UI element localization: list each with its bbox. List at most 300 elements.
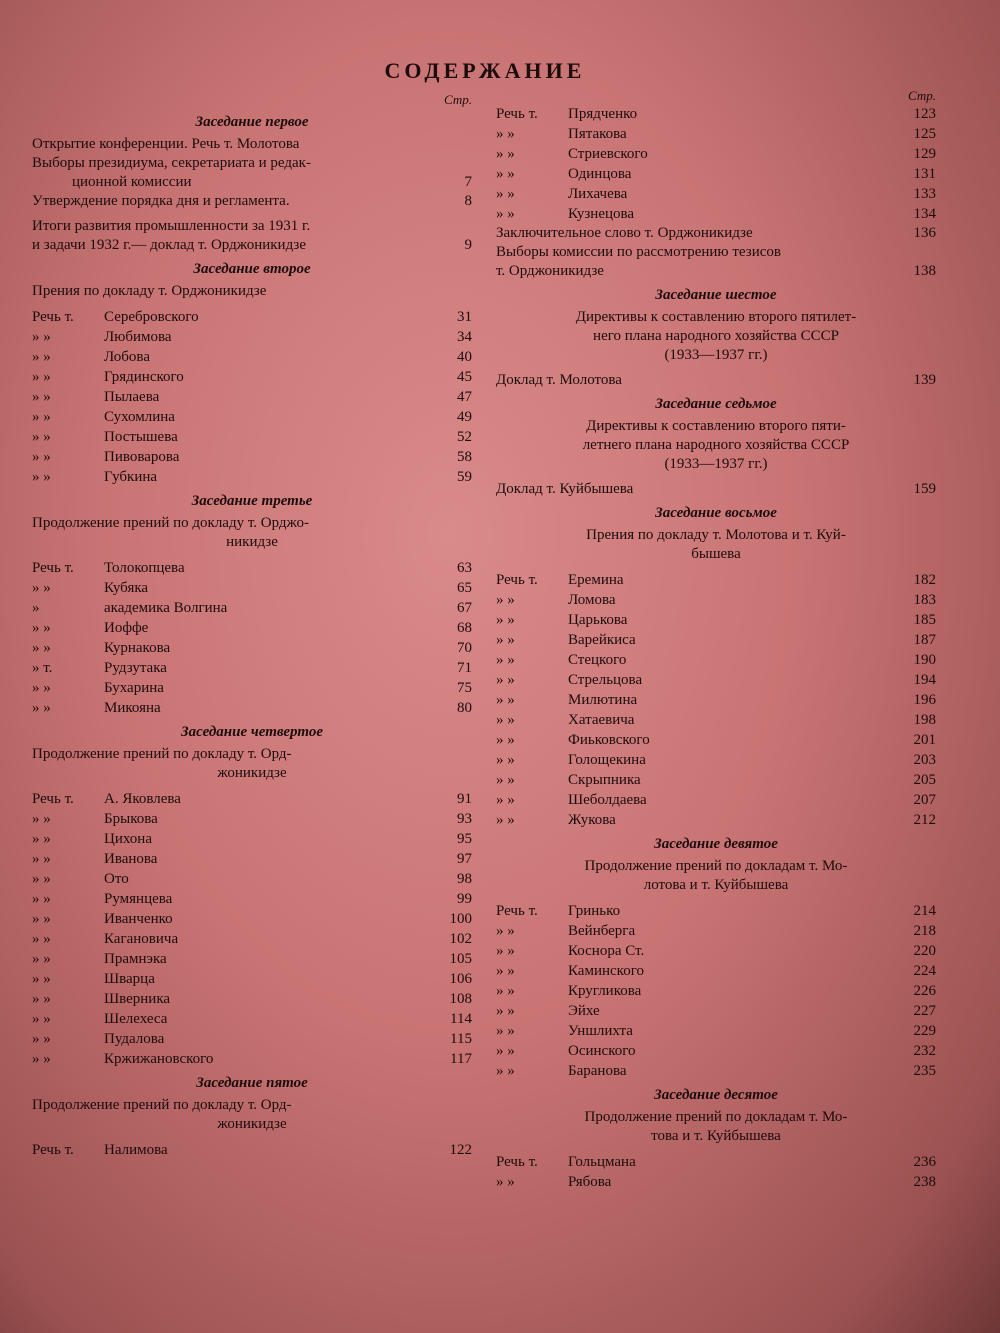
- speech-prefix: » »: [496, 186, 515, 202]
- speech-prefix: » »: [32, 449, 51, 465]
- speaker-name: Шварца: [104, 971, 155, 987]
- toc-speech-entry[interactable]: [32, 698, 472, 718]
- toc-speech-entry[interactable]: [496, 570, 936, 590]
- toc-speech-entry[interactable]: [496, 1021, 936, 1041]
- speaker-name: Пылаева: [104, 389, 160, 405]
- toc-speech-entry[interactable]: [32, 347, 472, 367]
- toc-speech-entry[interactable]: [32, 327, 472, 347]
- page-number: 34: [457, 329, 472, 345]
- speech-prefix: » »: [496, 612, 515, 628]
- toc-speech-entry[interactable]: [32, 387, 472, 407]
- speech-prefix: » »: [32, 680, 51, 696]
- toc-entry[interactable]: [496, 371, 936, 390]
- section-intro: [496, 526, 936, 564]
- speech-prefix: » »: [32, 871, 51, 887]
- speaker-name: Кагановича: [104, 931, 179, 947]
- page-number: 7: [464, 174, 472, 190]
- speech-prefix: » »: [496, 732, 515, 748]
- speech-prefix: Речь т.: [32, 1142, 74, 1158]
- speaker-name: Ото: [104, 871, 129, 887]
- speech-prefix: » »: [496, 146, 515, 162]
- speaker-name: Стриевского: [568, 146, 648, 162]
- speaker-name: Бухарина: [104, 680, 164, 696]
- toc-speech-entry[interactable]: [32, 1049, 472, 1069]
- speaker-name: Каминского: [568, 963, 644, 979]
- speaker-name: Микояна: [104, 700, 161, 716]
- page-number: 63: [457, 560, 472, 576]
- speech-prefix: Речь т.: [496, 1154, 538, 1170]
- page-number: 91: [457, 791, 472, 807]
- speaker-name: Пивоварова: [104, 449, 180, 465]
- speech-list: [496, 570, 936, 830]
- speaker-name: Милютина: [568, 692, 638, 708]
- speech-prefix: » »: [32, 349, 51, 365]
- page-number: 138: [913, 263, 936, 279]
- toc-speech-entry[interactable]: [496, 961, 936, 981]
- speech-prefix: Речь т.: [496, 572, 538, 588]
- page-number: 131: [913, 166, 936, 182]
- page-number: 49: [457, 409, 472, 425]
- intro-line: жоникидзе: [217, 765, 287, 781]
- entry-text: Выборы комиссии по рассмотрению тезисов: [496, 244, 781, 260]
- speech-prefix: » »: [32, 931, 51, 947]
- page-number: 194: [913, 672, 936, 688]
- section-heading: Заседание третье: [191, 493, 313, 509]
- toc-speech-entry[interactable]: [496, 204, 936, 224]
- entry-text: Утверждение порядка дня и регламента.: [32, 193, 290, 209]
- speech-prefix: » »: [32, 811, 51, 827]
- speech-list: [496, 901, 936, 1081]
- section-heading: Заседание шестое: [655, 287, 777, 303]
- speaker-name: Хатаевича: [568, 712, 635, 728]
- speaker-name: Губкина: [104, 469, 158, 485]
- page-number: 133: [913, 186, 936, 202]
- page-number: 47: [457, 389, 472, 405]
- toc-speech-entry[interactable]: [32, 307, 472, 327]
- toc-entry[interactable]: [32, 154, 472, 173]
- toc-speech-entry[interactable]: [496, 810, 936, 830]
- toc-speech-entry[interactable]: [32, 367, 472, 387]
- page-number: 105: [449, 951, 472, 967]
- speaker-name: Баранова: [568, 1063, 627, 1079]
- speaker-name: Прамнэка: [104, 951, 167, 967]
- toc-speech-entry[interactable]: [496, 670, 936, 690]
- toc-speech-entry[interactable]: [496, 690, 936, 710]
- speaker-name: Коснора Ст.: [568, 943, 645, 959]
- section-intro: [32, 1096, 472, 1134]
- speech-prefix: » »: [496, 1043, 515, 1059]
- speaker-name: Грядинского: [104, 369, 184, 385]
- toc-speech-entry[interactable]: [32, 658, 472, 678]
- toc-speech-entry[interactable]: [496, 770, 936, 790]
- speaker-name: Кругликова: [568, 983, 642, 999]
- page-number: 123: [913, 106, 936, 122]
- speaker-name: Одинцова: [568, 166, 632, 182]
- page-number: 136: [913, 225, 936, 241]
- page-number: 95: [457, 831, 472, 847]
- toc-entry[interactable]: [496, 480, 936, 499]
- toc-speech-entry[interactable]: [32, 638, 472, 658]
- page-number: 75: [457, 680, 472, 696]
- toc-speech-entry[interactable]: [32, 829, 472, 849]
- speech-prefix: » »: [32, 991, 51, 1007]
- toc-speech-entry[interactable]: [32, 809, 472, 829]
- page-number: 235: [913, 1063, 936, 1079]
- speech-prefix: » »: [32, 971, 51, 987]
- speech-prefix: » »: [496, 772, 515, 788]
- toc-speech-entry[interactable]: [32, 929, 472, 949]
- section-heading: Заседание десятое: [654, 1087, 778, 1103]
- speaker-name: Брыкова: [104, 811, 158, 827]
- speech-list: [32, 307, 472, 487]
- toc-speech-entry[interactable]: [32, 618, 472, 638]
- toc-speech-entry[interactable]: [496, 790, 936, 810]
- page-number: 227: [913, 1003, 936, 1019]
- toc-entry[interactable]: [496, 243, 936, 262]
- toc-speech-entry[interactable]: [32, 869, 472, 889]
- section-intro: [496, 308, 936, 365]
- speech-prefix: » »: [496, 672, 515, 688]
- toc-speech-entry[interactable]: [32, 578, 472, 598]
- section-intro: [496, 1108, 936, 1146]
- intro-line: Директивы к составлению второго пяти-: [586, 418, 846, 434]
- toc-entry[interactable]: [496, 262, 936, 281]
- speaker-name: Стрельцова: [568, 672, 643, 688]
- speech-prefix: » »: [496, 963, 515, 979]
- speech-list: [32, 789, 472, 1069]
- speech-prefix: Речь т.: [32, 560, 74, 576]
- intro-line: Продолжение прений по докладу т. Орд-: [32, 1097, 292, 1113]
- section-heading: Заседание седьмое: [655, 396, 777, 412]
- toc-speech-entry[interactable]: [32, 558, 472, 578]
- page-column-header: Стр.: [908, 88, 936, 103]
- page-number: 9: [464, 237, 472, 253]
- page-number: 203: [913, 752, 936, 768]
- toc-speech-entry[interactable]: [32, 467, 472, 487]
- section-intro: [496, 857, 936, 895]
- speaker-name: Скрыпника: [568, 772, 641, 788]
- toc-speech-entry[interactable]: [496, 921, 936, 941]
- page-number: 100: [449, 911, 472, 927]
- entry-text: Итоги развития промышленности за 1931 г.: [32, 218, 311, 234]
- speech-prefix: Речь т.: [32, 309, 74, 325]
- toc-speech-entry[interactable]: [496, 164, 936, 184]
- page-number: 159: [913, 481, 936, 497]
- speech-prefix: » »: [32, 620, 51, 636]
- speaker-name: Уншлихта: [568, 1023, 633, 1039]
- toc-speech-entry[interactable]: [496, 730, 936, 750]
- section-heading: Заседание восьмое: [655, 505, 777, 521]
- page-number: 185: [913, 612, 936, 628]
- speech-prefix: » »: [32, 831, 51, 847]
- toc-speech-entry[interactable]: [32, 598, 472, 618]
- intro-line: Директивы к составлению второго пятилет-: [575, 309, 857, 325]
- speaker-name: Рябова: [568, 1174, 612, 1190]
- section-intro: [32, 745, 472, 783]
- toc-speech-entry[interactable]: [32, 1009, 472, 1029]
- page-number: 224: [913, 963, 936, 979]
- intro-line: Прения по докладу т. Молотова и т. Куй-: [586, 527, 846, 543]
- speaker-name: Иоффе: [104, 620, 149, 636]
- speaker-name: Иванова: [104, 851, 158, 867]
- speech-prefix: » »: [496, 692, 515, 708]
- page-number: 80: [457, 700, 472, 716]
- toc-speech-entry[interactable]: [32, 849, 472, 869]
- speech-prefix: » »: [32, 1051, 51, 1067]
- speech-prefix: » »: [496, 923, 515, 939]
- page-number: 207: [913, 792, 936, 808]
- speech-prefix: » »: [496, 752, 515, 768]
- speaker-name: Румянцева: [104, 891, 173, 907]
- entry-text: и задачи 1932 г.— доклад т. Орджоникидзе: [32, 237, 306, 253]
- intro-line: Продолжение прений по докладам т. Мо-: [584, 1109, 848, 1125]
- intro-line: Продолжение прений по докладам т. Мо-: [584, 858, 848, 874]
- section-heading: Заседание пятое: [196, 1075, 308, 1091]
- page-number: 201: [913, 732, 936, 748]
- page-number: 139: [913, 372, 936, 388]
- toc-speech-entry[interactable]: [496, 901, 936, 921]
- page-number: 65: [457, 580, 472, 596]
- speaker-name: Кржижановского: [104, 1051, 214, 1067]
- speaker-name: Прядченко: [568, 106, 638, 122]
- section-heading: Заседание второе: [193, 261, 311, 277]
- page-number: 134: [913, 206, 936, 222]
- entry-text: Доклад т. Молотова: [496, 372, 622, 388]
- speaker-name: Варейкиса: [568, 632, 636, 648]
- speech-prefix: » »: [32, 409, 51, 425]
- speech-prefix: » »: [496, 206, 515, 222]
- page-number: 232: [913, 1043, 936, 1059]
- speaker-name: А. Яковлева: [104, 791, 181, 807]
- intro-line: никидзе: [226, 534, 278, 550]
- speaker-name: Любимова: [104, 329, 172, 345]
- page-number: 220: [913, 943, 936, 959]
- page-number: 125: [913, 126, 936, 142]
- speech-prefix: » »: [32, 369, 51, 385]
- toc-speech-entry[interactable]: [32, 1029, 472, 1049]
- speaker-name: Рудзутака: [104, 660, 167, 676]
- speaker-name: Стецкого: [568, 652, 627, 668]
- page-number: 59: [457, 469, 472, 485]
- speaker-name: Шелехеса: [104, 1011, 168, 1027]
- toc-speech-entry[interactable]: [32, 989, 472, 1009]
- speech-prefix: » »: [496, 1023, 515, 1039]
- toc-speech-entry[interactable]: [496, 710, 936, 730]
- toc-speech-entry[interactable]: [496, 104, 936, 124]
- speaker-name: Налимова: [104, 1142, 168, 1158]
- intro-line: Продолжение прений по докладу т. Орд-: [32, 746, 292, 762]
- intro-line: него плана народного хозяйства СССР: [593, 328, 839, 344]
- entry-text: Доклад т. Куйбышева: [496, 481, 634, 497]
- toc-speech-entry[interactable]: [32, 407, 472, 427]
- page-number: 182: [913, 572, 936, 588]
- toc-speech-entry[interactable]: [32, 427, 472, 447]
- page-number: 68: [457, 620, 472, 636]
- speech-prefix: » »: [496, 712, 515, 728]
- page-number: 40: [457, 349, 472, 365]
- page-number: 190: [913, 652, 936, 668]
- speech-prefix: » »: [32, 389, 51, 405]
- page-number: 238: [913, 1174, 936, 1190]
- speech-prefix: » »: [496, 983, 515, 999]
- intro-line: това и т. Куйбышева: [651, 1128, 781, 1144]
- page-number: 122: [449, 1142, 472, 1158]
- page-number: 196: [913, 692, 936, 708]
- page-number: 226: [913, 983, 936, 999]
- toc-speech-entry[interactable]: [496, 610, 936, 630]
- page-number: 31: [457, 309, 472, 325]
- section-intro: [32, 514, 472, 552]
- speech-prefix: » »: [32, 640, 51, 656]
- speech-prefix: » »: [496, 652, 515, 668]
- right-column: [496, 88, 936, 1192]
- toc-speech-entry[interactable]: [496, 630, 936, 650]
- speech-prefix: » »: [496, 1003, 515, 1019]
- speech-prefix: » »: [32, 891, 51, 907]
- page-number: 102: [449, 931, 472, 947]
- speech-prefix: » »: [32, 951, 51, 967]
- speaker-name: Ломова: [568, 592, 616, 608]
- speech-prefix: » »: [496, 1174, 515, 1190]
- page-number: 229: [913, 1023, 936, 1039]
- page-number: 205: [913, 772, 936, 788]
- speaker-name: Вейнберга: [568, 923, 636, 939]
- speech-prefix: » »: [496, 1063, 515, 1079]
- page-number: 8: [464, 193, 472, 209]
- toc-speech-entry[interactable]: [32, 969, 472, 989]
- page-number: 115: [450, 1031, 472, 1047]
- intro-line: (1933—1937 гг.): [664, 456, 768, 472]
- entry-text: Выборы президиума, секретариата и редак-: [32, 155, 311, 171]
- speaker-name: Еремина: [568, 572, 624, 588]
- toc-entry[interactable]: [32, 217, 472, 236]
- toc-speech-entry[interactable]: [496, 1061, 936, 1081]
- speaker-name: Гринько: [568, 903, 621, 919]
- page-number: 58: [457, 449, 472, 465]
- toc-speech-entry[interactable]: [496, 144, 936, 164]
- speaker-name: Лобова: [104, 349, 150, 365]
- page-number: 71: [457, 660, 472, 676]
- toc-speech-entry[interactable]: [496, 1001, 936, 1021]
- intro-line: летнего плана народного хозяйства СССР: [582, 437, 850, 453]
- speech-list: [496, 104, 936, 224]
- speech-prefix: » »: [496, 126, 515, 142]
- toc-speech-entry[interactable]: [32, 949, 472, 969]
- page-number: 212: [913, 812, 936, 828]
- speaker-name: Жукова: [568, 812, 616, 828]
- page-number: 117: [450, 1051, 472, 1067]
- speaker-name: Цихона: [104, 831, 152, 847]
- toc-speech-entry[interactable]: [32, 789, 472, 809]
- page-number: 52: [457, 429, 472, 445]
- toc-speech-entry[interactable]: [496, 124, 936, 144]
- speech-prefix: » т.: [32, 660, 53, 676]
- page-number: 214: [913, 903, 936, 919]
- intro-line: (1933—1937 гг.): [664, 347, 768, 363]
- speaker-name: Осинского: [568, 1043, 636, 1059]
- speaker-name: Голощекина: [568, 752, 646, 768]
- toc-speech-entry[interactable]: [496, 750, 936, 770]
- entry-text: Заключительное слово т. Орджоникидзе: [496, 225, 753, 241]
- speaker-name: Кузнецова: [568, 206, 635, 222]
- page-number: 236: [913, 1154, 936, 1170]
- section-heading: Заседание первое: [195, 114, 309, 130]
- speech-prefix: » »: [496, 592, 515, 608]
- speaker-name: Пудалова: [104, 1031, 165, 1047]
- section-heading: Заседание девятое: [654, 836, 778, 852]
- intro-line: Продолжение прений по докладу т. Орджо-: [32, 515, 310, 531]
- section-intro: [496, 417, 936, 474]
- toc-speech-entry[interactable]: [496, 1152, 936, 1172]
- speech-prefix: » »: [32, 1011, 51, 1027]
- toc-speech-entry[interactable]: [32, 889, 472, 909]
- speech-prefix: » »: [32, 700, 51, 716]
- speech-list: [32, 558, 472, 718]
- speaker-name: Серебровского: [104, 309, 199, 325]
- speaker-name: Шеболдаева: [568, 792, 647, 808]
- speech-prefix: » »: [496, 792, 515, 808]
- speaker-name: Лихачева: [568, 186, 628, 202]
- toc-entry[interactable]: [32, 236, 472, 255]
- toc-speech-entry[interactable]: [32, 909, 472, 929]
- speech-list: [496, 1152, 936, 1192]
- toc-speech-entry[interactable]: [32, 447, 472, 467]
- page-column-header: Стр.: [444, 92, 472, 107]
- entry-text: т. Орджоникидзе: [496, 263, 604, 279]
- toc-speech-entry[interactable]: [496, 590, 936, 610]
- page-number: 114: [450, 1011, 472, 1027]
- toc-entry[interactable]: [32, 135, 472, 154]
- page-number: 45: [457, 369, 472, 385]
- entry-text: Открытие конференции. Речь т. Молотова: [32, 136, 300, 152]
- toc-speech-entry[interactable]: [496, 650, 936, 670]
- speaker-name: Толокопцева: [104, 560, 185, 576]
- speaker-name: Сухомлина: [104, 409, 175, 425]
- toc-speech-entry[interactable]: [496, 981, 936, 1001]
- speaker-name: Кубяка: [104, 580, 149, 596]
- intro-line: бышева: [691, 546, 741, 562]
- page-number: 97: [457, 851, 472, 867]
- toc-entry[interactable]: [32, 173, 472, 192]
- toc-speech-entry[interactable]: [496, 941, 936, 961]
- speech-list: [32, 1140, 472, 1160]
- speech-prefix: Речь т.: [32, 791, 74, 807]
- page-title: СОДЕРЖАНИЕ: [384, 58, 586, 83]
- intro-line: жоникидзе: [217, 1116, 287, 1132]
- speaker-name: Фиьковского: [568, 732, 650, 748]
- page-number: 198: [913, 712, 936, 728]
- toc-speech-entry[interactable]: [32, 1140, 472, 1160]
- speaker-name: Шверника: [104, 991, 171, 1007]
- speech-prefix: » »: [496, 632, 515, 648]
- toc-speech-entry[interactable]: [496, 1041, 936, 1061]
- toc-entry[interactable]: [496, 224, 936, 243]
- page-number: 70: [457, 640, 472, 656]
- page-number: 98: [457, 871, 472, 887]
- page-number: 99: [457, 891, 472, 907]
- speaker-name: Постышева: [104, 429, 178, 445]
- toc-speech-entry[interactable]: [32, 678, 472, 698]
- speech-prefix: » »: [32, 469, 51, 485]
- page-number: 106: [449, 971, 472, 987]
- toc-speech-entry[interactable]: [496, 184, 936, 204]
- entry-text: ционной комиссии: [72, 174, 192, 190]
- page-number: 129: [913, 146, 936, 162]
- speech-prefix: » »: [496, 812, 515, 828]
- toc-entry[interactable]: [32, 192, 472, 211]
- toc-speech-entry[interactable]: [496, 1172, 936, 1192]
- section-intro: Прения по докладу т. Орджоникидзе: [32, 283, 267, 299]
